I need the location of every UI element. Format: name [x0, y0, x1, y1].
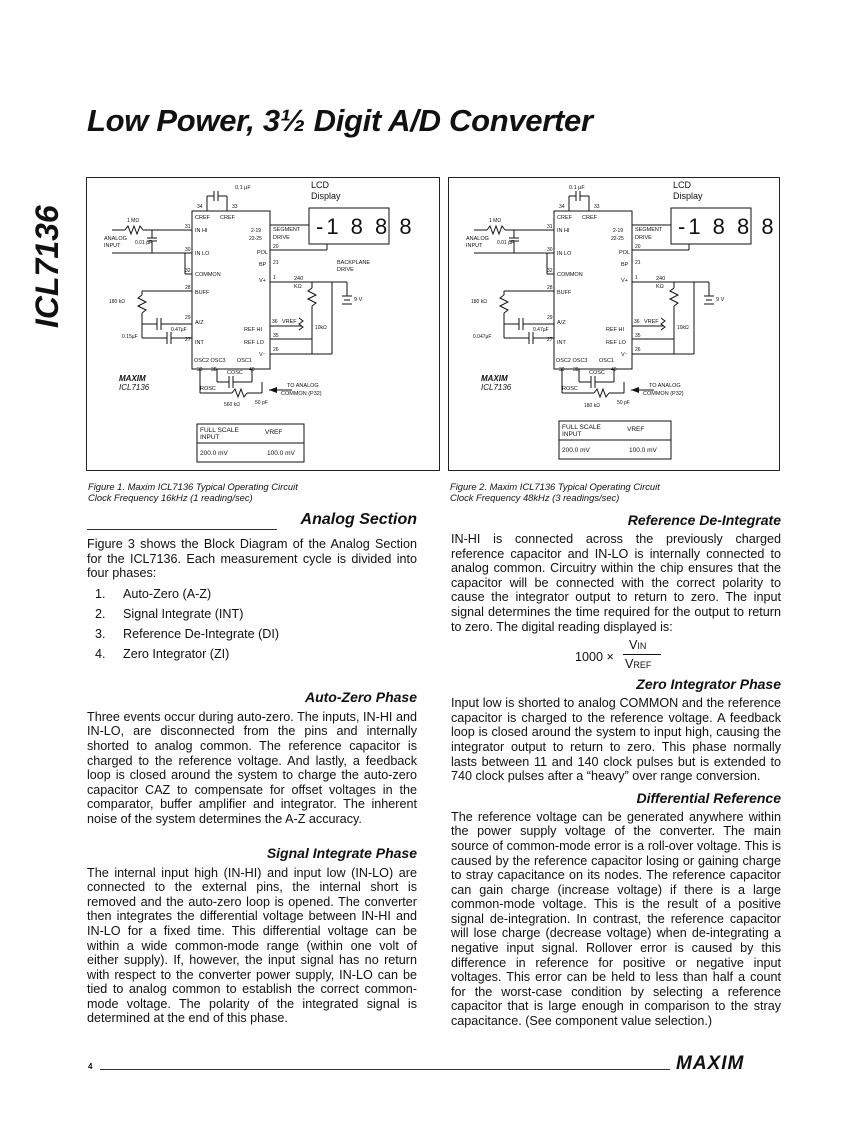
svg-text:ROSC: ROSC	[200, 386, 216, 392]
svg-text:38: 38	[573, 367, 579, 373]
svg-text:27: 27	[185, 337, 191, 343]
svg-text:33: 33	[232, 204, 238, 210]
svg-text:POL: POL	[257, 250, 269, 256]
svg-text:22-25: 22-25	[249, 236, 262, 242]
svg-text:2-19: 2-19	[251, 228, 262, 234]
svg-text:OSC1: OSC1	[237, 358, 252, 364]
svg-text:COMMON: COMMON	[557, 272, 583, 278]
svg-text:FULL SCALE: FULL SCALE	[200, 427, 239, 434]
formula-denominator: VREF	[625, 657, 652, 672]
svg-text:ANALOG: ANALOG	[104, 236, 127, 242]
svg-text:SEGMENT: SEGMENT	[635, 227, 663, 233]
svg-text:20: 20	[273, 244, 279, 250]
svg-text:ICL7136: ICL7136	[119, 383, 150, 392]
svg-text:INPUT: INPUT	[562, 431, 582, 438]
svg-text:39: 39	[559, 367, 565, 373]
svg-text:VREF: VREF	[627, 426, 645, 433]
figure-2-box	[448, 177, 780, 471]
auto-zero-text: Three events occur during auto-zero. The inputs, IN-HI and IN-LO, are disconnected from the pins and internally shorted to analog common. The reference capacitor is charged to the reference voltage. And lastly, a feedback loop is closed around the system to charge the auto-zero capacitor CAZ to compensate for offset voltages in the comparator, buffer amplifier and integrator. The inherent noise of the system determines the A-Z accuracy.	[87, 709, 417, 826]
svg-text:FULL SCALE: FULL SCALE	[562, 424, 601, 431]
svg-text:-1 8 8 8: -1 8 8 8	[316, 214, 415, 239]
figure-1-box	[86, 177, 440, 471]
svg-text:V⁻: V⁻	[259, 352, 266, 358]
svg-text:Display: Display	[311, 191, 341, 201]
figure-1-caption-sub: Clock Frequency 16kHz (1 reading/sec)	[88, 492, 253, 503]
svg-text:BUFF: BUFF	[195, 290, 210, 296]
svg-text:35: 35	[273, 333, 279, 339]
list-item: 1. Auto-Zero (A-Z)	[95, 586, 212, 601]
svg-text:DRIVE: DRIVE	[337, 267, 354, 273]
svg-text:35: 35	[635, 333, 641, 339]
svg-text:A/Z: A/Z	[557, 320, 566, 326]
svg-text:32: 32	[185, 268, 191, 274]
svg-text:CREF: CREF	[582, 215, 597, 221]
svg-text:REF LO: REF LO	[244, 340, 264, 346]
svg-text:560 kΩ: 560 kΩ	[224, 402, 240, 408]
figure-1-schematic	[87, 178, 439, 470]
svg-text:9 V: 9 V	[354, 297, 363, 303]
reading-formula	[451, 640, 781, 676]
svg-text:50 pF: 50 pF	[255, 400, 268, 406]
svg-text:INPUT: INPUT	[466, 243, 483, 249]
svg-text:BP: BP	[621, 262, 629, 268]
svg-text:ROSC: ROSC	[562, 386, 578, 392]
svg-text:33: 33	[594, 204, 600, 210]
svg-text:20: 20	[635, 244, 641, 250]
svg-text:21: 21	[273, 260, 279, 266]
footer-logo: MAXIM	[676, 1053, 745, 1074]
svg-text:36: 36	[634, 319, 640, 325]
svg-text:30: 30	[185, 247, 191, 253]
svg-text:COSC: COSC	[589, 370, 605, 376]
svg-text:IN LO: IN LO	[195, 251, 210, 257]
svg-text:BACKPLANE: BACKPLANE	[337, 260, 371, 266]
svg-text:IN HI: IN HI	[557, 228, 570, 234]
svg-text:COMMON (P32): COMMON (P32)	[643, 391, 684, 397]
zero-integrator-heading: Zero Integrator Phase	[636, 676, 781, 693]
figure-2-caption	[450, 481, 780, 503]
svg-text:0.47µF: 0.47µF	[533, 327, 549, 333]
left-column	[87, 511, 417, 1026]
svg-text:0.1 µF: 0.1 µF	[235, 185, 251, 191]
svg-text:30: 30	[547, 247, 553, 253]
svg-text:V+: V+	[621, 278, 628, 284]
svg-text:39: 39	[197, 367, 203, 373]
svg-text:26: 26	[273, 347, 279, 353]
svg-text:40: 40	[611, 367, 617, 373]
svg-text:9 V: 9 V	[716, 297, 725, 303]
page-number: 4	[88, 1062, 93, 1071]
figure-2-caption-sub: Clock Frequency 48kHz (3 readings/sec)	[450, 492, 620, 503]
zero-integrator-text: Input low is shorted to analog COMMON and the reference capacitor is charged to the reference voltage. A feedback loop is closed around the system to input high, causing the integrator output to return to zero. This phase normally lasts between 11 and 140 clock pulses but is extended to 740 clock pulses after a “heavy” over range conversion.	[451, 696, 781, 784]
svg-text:34: 34	[559, 204, 565, 210]
svg-text:REF HI: REF HI	[606, 327, 625, 333]
svg-text:CREF: CREF	[195, 215, 210, 221]
formula-factor: 1000 ×	[575, 650, 614, 665]
svg-text:29: 29	[547, 315, 553, 321]
differential-reference-heading: Differential Reference	[636, 789, 781, 806]
reference-deintegrate-heading: Reference De-Integrate	[627, 512, 781, 528]
svg-text:0.01 µF: 0.01 µF	[135, 240, 153, 246]
svg-text:REF LO: REF LO	[606, 340, 626, 346]
svg-text:0.1 µF: 0.1 µF	[569, 185, 585, 191]
list-item: 2. Signal Integrate (INT)	[95, 606, 244, 621]
svg-text:0.01 µF: 0.01 µF	[497, 240, 515, 246]
svg-text:DRIVE: DRIVE	[635, 235, 652, 241]
svg-text:INT: INT	[195, 340, 204, 346]
svg-text:ANALOG: ANALOG	[466, 236, 489, 242]
svg-text:COMMON (P32): COMMON (P32)	[281, 391, 322, 397]
svg-text:180 kΩ: 180 kΩ	[471, 299, 487, 305]
svg-text:MAXIM: MAXIM	[119, 374, 146, 383]
svg-text:26: 26	[635, 347, 641, 353]
svg-text:OSC1: OSC1	[599, 358, 614, 364]
svg-text:VREF: VREF	[265, 429, 283, 436]
svg-text:31: 31	[547, 224, 553, 230]
svg-text:INT: INT	[557, 340, 566, 346]
side-part-number	[18, 180, 68, 330]
svg-text:DRIVE: DRIVE	[273, 235, 290, 241]
svg-text:VREF: VREF	[644, 319, 659, 325]
analog-heading-rule	[87, 529, 277, 530]
svg-text:TO ANALOG: TO ANALOG	[287, 383, 319, 389]
svg-text:MAXIM: MAXIM	[481, 374, 508, 383]
differential-reference-text: The reference voltage can be generated anywhere within the power supply voltage of the converter. The main source of common-mode error is a roll-over voltage. This is caused by the reference capacitor losing or gaining charge to stray capacitance on its nodes. The reference capacitor can gain charge (increase voltage) if there is a large common-mode voltage. This is the result of a positive signal de-integration. In contrast, the reference capacitor will lose charge (decrease voltage) when de-integrating a negative input signal. Rollover error is caused by this difference in reference for positive or negative input voltages. This error can be held to less than half a count for the worst-case condition by selecting a reference capacitor that is large enough in comparison to the stray capacitance. (See component value selection.)	[451, 809, 781, 1029]
svg-text:-1 8 8 8: -1 8 8 8	[678, 214, 777, 239]
svg-text:INPUT: INPUT	[200, 434, 220, 441]
svg-text:27: 27	[547, 337, 553, 343]
svg-text:34: 34	[197, 204, 203, 210]
page-title: Low Power, 3½ Digit A/D Converter	[87, 103, 593, 138]
svg-text:28: 28	[185, 285, 191, 291]
svg-text:29: 29	[185, 315, 191, 321]
list-item: 4. Zero Integrator (ZI)	[95, 646, 230, 661]
svg-text:INPUT: INPUT	[104, 243, 121, 249]
figure-1-caption	[88, 481, 428, 503]
svg-text:32: 32	[547, 268, 553, 274]
svg-text:REF HI: REF HI	[244, 327, 263, 333]
svg-text:200.0 mV: 200.0 mV	[562, 447, 590, 454]
analog-section-text: Figure 3 shows the Block Diagram of the Analog Section for the ICL7136. Each measurement cycle is divided into four phases:	[87, 537, 417, 581]
svg-text:COSC: COSC	[227, 370, 243, 376]
svg-text:BUFF: BUFF	[557, 290, 572, 296]
svg-text:CREF: CREF	[557, 215, 572, 221]
svg-text:KΩ: KΩ	[294, 284, 302, 290]
svg-text:ICL7136: ICL7136	[481, 383, 512, 392]
svg-text:21: 21	[635, 260, 641, 266]
figure-2-caption-title: Figure 2. Maxim ICL7136 Typical Operating Circuit	[450, 481, 660, 492]
svg-text:200.0 mV: 200.0 mV	[200, 450, 228, 457]
svg-text:BP: BP	[259, 262, 267, 268]
svg-text:50 pF: 50 pF	[617, 400, 630, 406]
signal-integrate-text: The internal input high (IN-HI) and input low (IN-LO) are connected to the external pins, the internal short is removed and the auto-zero loop is opened. The converter then integrates the differential voltage between IN-HI and IN-LO for a fixed time. This differential voltage can be within a wide common-mode range (within one volt of either supply). If, however, the input signal has no return with respect to the converter power supply, IN-LO can be tied to analog common to establish the correct common-mode voltage. The polarity of the integrated signal is determined at the end of this phase.	[87, 865, 417, 1026]
svg-text:COMMON: COMMON	[195, 272, 221, 278]
svg-text:LCD: LCD	[311, 180, 330, 190]
svg-text:22-25: 22-25	[611, 236, 624, 242]
svg-text:10kΩ: 10kΩ	[677, 325, 689, 331]
svg-text:CREF: CREF	[220, 215, 235, 221]
svg-text:Display: Display	[673, 191, 703, 201]
svg-text:OSC2 OSC3: OSC2 OSC3	[556, 358, 588, 364]
analog-section-heading: Analog Section	[300, 511, 417, 528]
svg-text:180 kΩ: 180 kΩ	[109, 299, 125, 305]
list-item: 3. Reference De-Integrate (DI)	[95, 626, 280, 641]
svg-text:40: 40	[249, 367, 255, 373]
svg-text:IN HI: IN HI	[195, 228, 208, 234]
svg-text:KΩ: KΩ	[656, 284, 664, 290]
svg-text:10kΩ: 10kΩ	[315, 325, 327, 331]
svg-text:VREF: VREF	[282, 319, 297, 325]
svg-text:SEGMENT: SEGMENT	[273, 227, 301, 233]
svg-text:38: 38	[211, 367, 217, 373]
svg-text:V+: V+	[259, 278, 266, 284]
svg-text:1 MΩ: 1 MΩ	[489, 218, 502, 224]
side-part-text: ICL7136	[29, 205, 65, 328]
figure-2-schematic	[449, 178, 779, 470]
svg-text:31: 31	[185, 224, 191, 230]
svg-text:28: 28	[547, 285, 553, 291]
svg-text:1 MΩ: 1 MΩ	[127, 218, 140, 224]
svg-text:36: 36	[272, 319, 278, 325]
svg-text:OSC2 OSC3: OSC2 OSC3	[194, 358, 226, 364]
svg-text:180 kΩ: 180 kΩ	[584, 403, 600, 409]
reference-deintegrate-text: IN-HI is connected across the previously charged reference capacitor and IN-LO is internally connected to analog common. Circuitry within the chip ensures that the capacitor will be connected with the correct polarity to cause the integrator output to return to zero. The input signal determines the time required for the output to return to zero. The digital reading displayed is:	[451, 532, 781, 634]
formula-fraction-bar	[623, 654, 661, 655]
svg-text:POL: POL	[619, 250, 631, 256]
svg-text:100.0 mV: 100.0 mV	[267, 450, 295, 457]
signal-integrate-heading: Signal Integrate Phase	[266, 844, 417, 861]
svg-text:LCD: LCD	[673, 180, 692, 190]
svg-text:TO ANALOG: TO ANALOG	[649, 383, 681, 389]
svg-text:A/Z: A/Z	[195, 320, 204, 326]
svg-text:240: 240	[656, 276, 666, 282]
formula-numerator: VIN	[629, 638, 647, 653]
svg-text:1: 1	[273, 275, 276, 281]
phase-list	[87, 587, 417, 667]
figure-1-caption-title: Figure 1. Maxim ICL7136 Typical Operating Circuit	[88, 481, 298, 492]
svg-text:V⁻: V⁻	[621, 352, 628, 358]
right-column	[451, 512, 781, 1029]
svg-text:1: 1	[635, 275, 638, 281]
svg-text:0.15µF: 0.15µF	[122, 334, 138, 340]
svg-text:240: 240	[294, 276, 304, 282]
svg-text:100.0 mV: 100.0 mV	[629, 447, 657, 454]
svg-text:0.047µF: 0.047µF	[473, 334, 492, 340]
svg-text:2-19: 2-19	[613, 228, 624, 234]
auto-zero-heading: Auto-Zero Phase	[304, 688, 417, 705]
footer-rule	[100, 1069, 670, 1070]
svg-text:0.47µF: 0.47µF	[171, 327, 187, 333]
svg-text:IN LO: IN LO	[557, 251, 572, 257]
